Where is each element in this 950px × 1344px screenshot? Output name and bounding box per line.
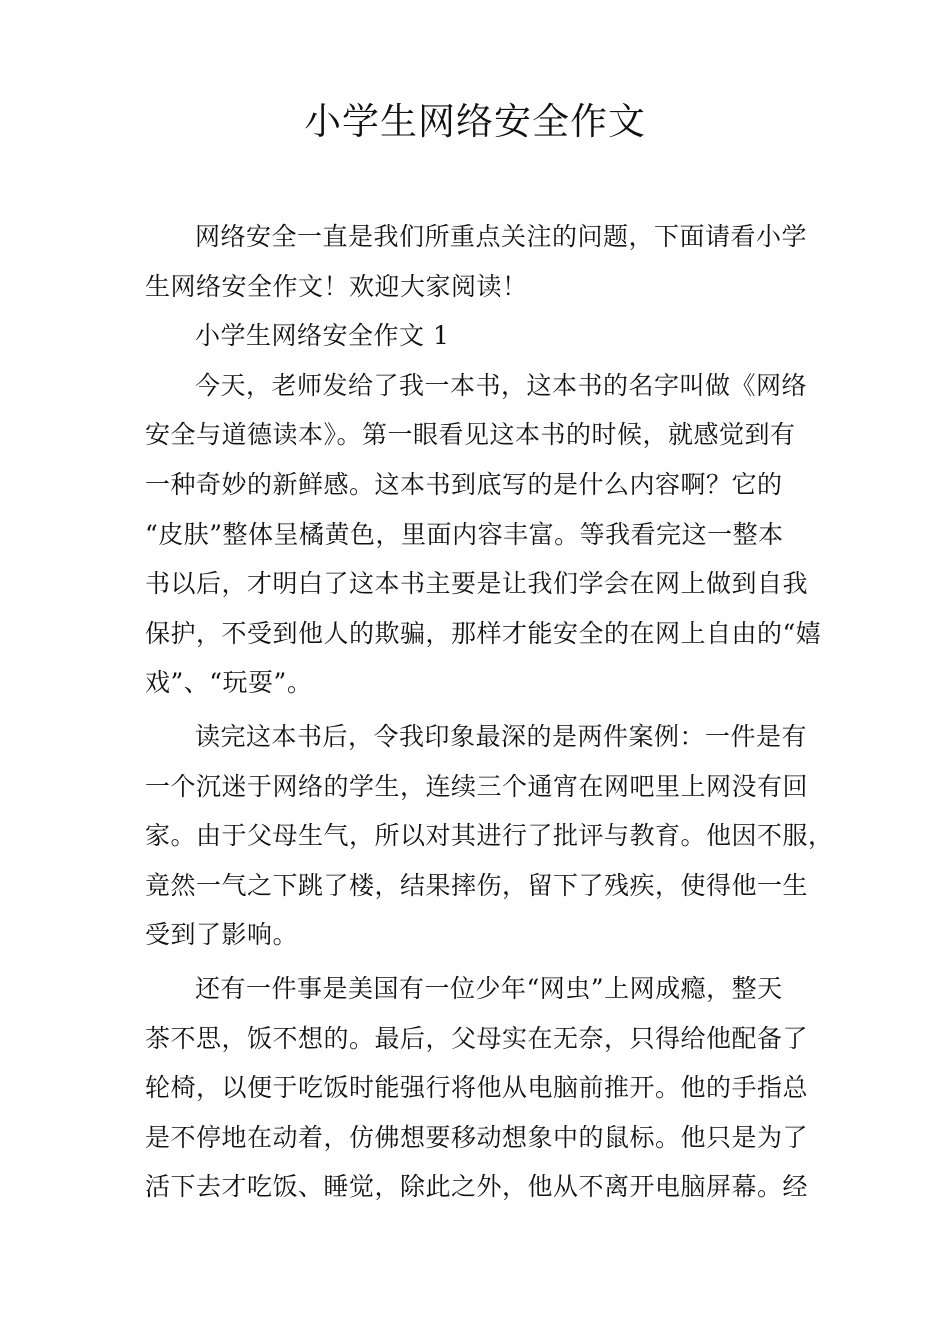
text-line: 受到了影响。 xyxy=(145,920,299,950)
text-line: 活下去才吃饭、睡觉，除此之外，他从不离开电脑屏幕。经 xyxy=(145,1172,809,1202)
text-line: 茶不思，饭不想的。最后，父母实在无奈，只得给他配备了 xyxy=(145,1023,809,1053)
text-line: 戏”、“玩耍”。 xyxy=(145,668,313,698)
text-line: 还有一件事是美国有一位少年“网虫”上网成瘾，整天 xyxy=(195,973,783,1003)
document-title: 小学生网络安全作文 xyxy=(304,100,646,143)
text-line: 保护，不受到他人的欺骗，那样才能安全的在网上自由的“嬉 xyxy=(145,618,822,648)
text-line: 家。由于父母生气，所以对其进行了批评与教育。他因不服， xyxy=(145,821,834,851)
text-line: 书以后，才明白了这本书主要是让我们学会在网上做到自我 xyxy=(145,569,809,599)
text-line: 生网络安全作文！欢迎大家阅读！ xyxy=(145,271,528,301)
text-line: “皮肤”整体呈橘黄色，里面内容丰富。等我看完这一整本 xyxy=(145,519,784,549)
section-heading: 小学生网络安全作文 1 xyxy=(195,321,450,351)
document-body xyxy=(145,212,835,1212)
text-line: 今天，老师发给了我一本书，这本书的名字叫做《网络 xyxy=(195,370,808,400)
text-line: 轮椅，以便于吃饭时能强行将他从电脑前推开。他的手指总 xyxy=(145,1073,809,1103)
text-line: 一个沉迷于网络的学生，连续三个通宵在网吧里上网没有回 xyxy=(145,771,809,801)
text-line: 网络安全一直是我们所重点关注的问题，下面请看小学 xyxy=(195,222,808,251)
text-line: 一种奇妙的新鲜感。这本书到底写的是什么内容啊？它的 xyxy=(145,469,783,499)
text-line: 安全与道德读本》。第一眼看见这本书的时候，就感觉到有 xyxy=(145,420,796,450)
text-line: 读完这本书后，令我印象最深的是两件案例：一件是有 xyxy=(195,721,808,751)
text-line: 竟然一气之下跳了楼，结果摔伤，留下了残疾，使得他一生 xyxy=(145,870,809,900)
text-line: 是不停地在动着，仿佛想要移动想象中的鼠标。他只是为了 xyxy=(145,1122,809,1152)
